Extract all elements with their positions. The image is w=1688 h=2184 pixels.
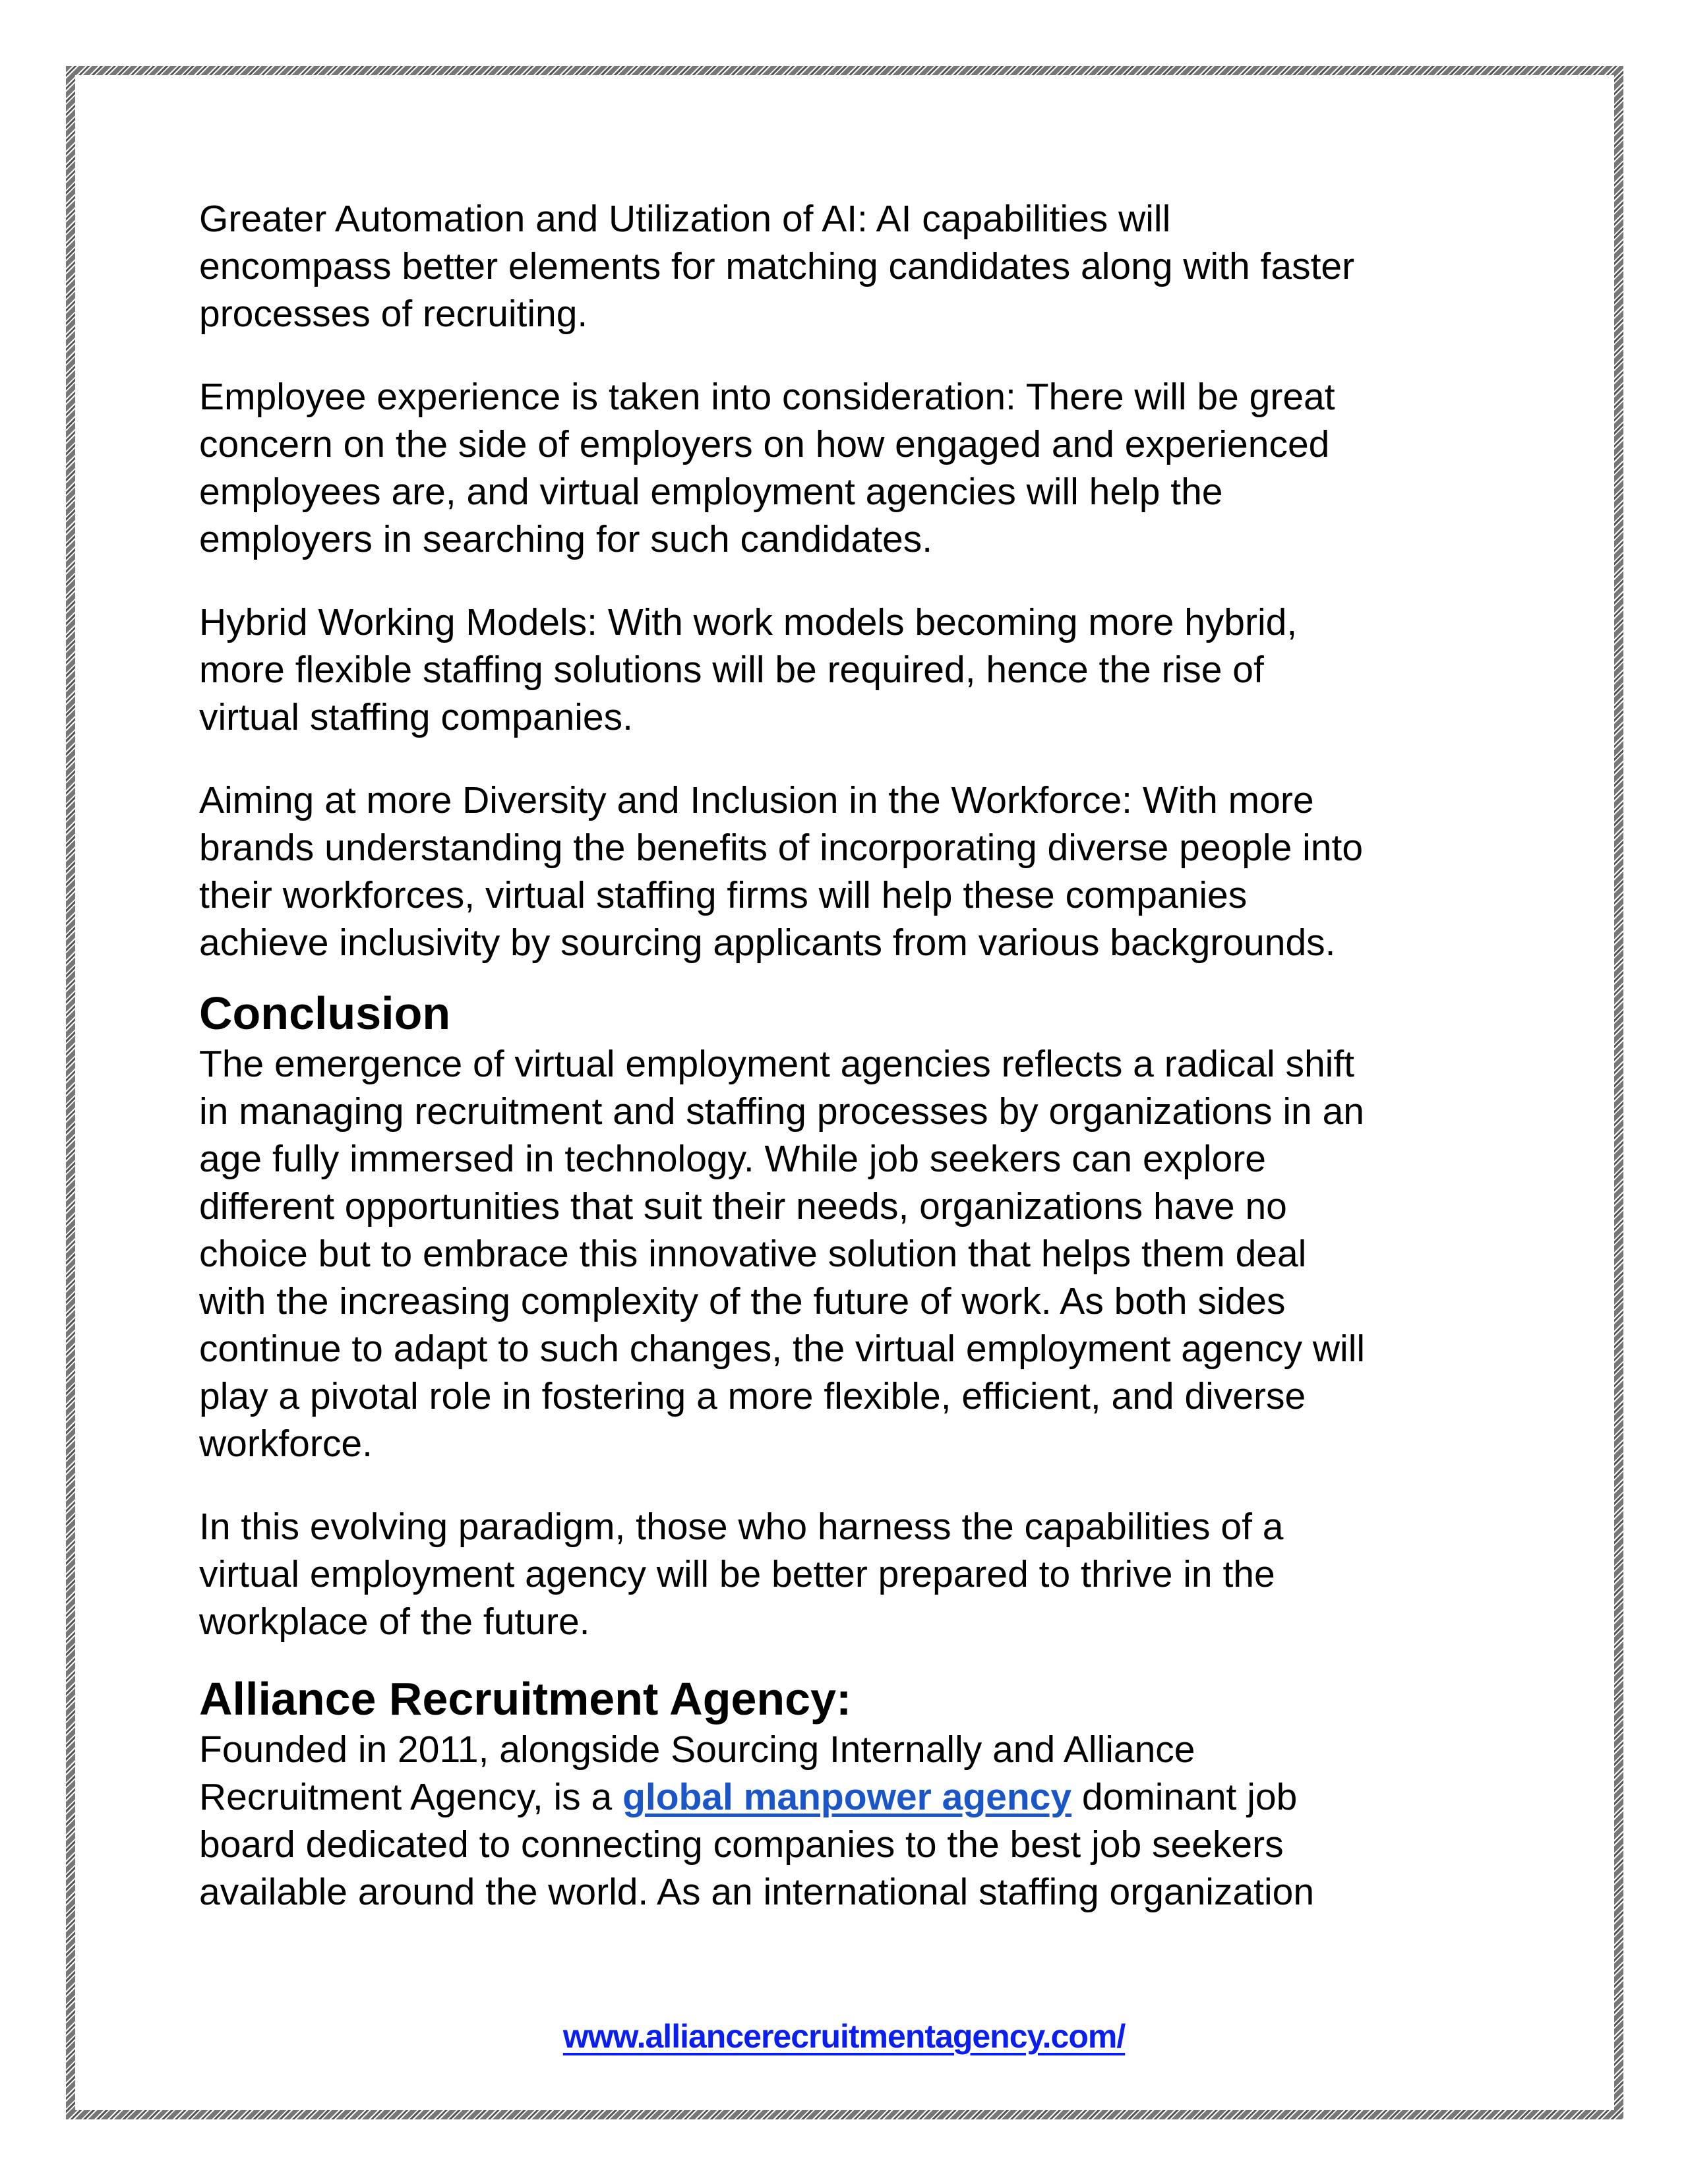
text-line: Aiming at more Diversity and Inclusion in the Workforce: With more (199, 779, 1314, 821)
paragraph-conclusion-1 (199, 1040, 1492, 1467)
text-line: brands understanding the benefits of incorporating diverse people into (199, 827, 1364, 869)
text-line: Hybrid Working Models: With work models becoming more hybrid, (199, 601, 1298, 643)
text-line: The emergence of virtual employment agencies reflects a radical shift (199, 1043, 1354, 1085)
paragraph-ai-automation (199, 195, 1492, 338)
text-line: continue to adapt to such changes, the virtual employment agency will (199, 1328, 1366, 1370)
paragraph-employee-experience (199, 373, 1492, 563)
text-segment: dominant job (1071, 1776, 1298, 1818)
document-body (199, 195, 1492, 1951)
text-line: In this evolving paradigm, those who harness the capabilities of a (199, 1506, 1284, 1548)
text-segment: Recruitment Agency, is a (199, 1776, 623, 1818)
paragraph-agency-description (199, 1726, 1492, 1916)
text-line: employees are, and virtual employment agencies will help the (199, 471, 1223, 513)
text-line: employers in searching for such candidates. (199, 518, 933, 560)
text-line: virtual employment agency will be better prepared to thrive in the (199, 1553, 1275, 1595)
global-manpower-agency-link[interactable]: global manpower agency (622, 1776, 1072, 1818)
text-line: Founded in 2011, alongside Sourcing Internally and Alliance (199, 1728, 1195, 1771)
paragraph-hybrid-working (199, 599, 1492, 741)
text-line: play a pivotal role in fostering a more flexible, efficient, and diverse (199, 1375, 1306, 1417)
text-line: board dedicated to connecting companies to the best job seekers (199, 1823, 1284, 1866)
text-line: workplace of the future. (199, 1601, 590, 1643)
text-line: in managing recruitment and staffing processes by organizations in an (199, 1090, 1364, 1133)
text-line: virtual staffing companies. (199, 696, 633, 738)
text-line: concern on the side of employers on how engaged and experienced (199, 423, 1330, 465)
text-line: available around the world. As an international staffing organization (199, 1871, 1315, 1913)
text-line: Greater Automation and Utilization of AI: AI capabilities will (199, 198, 1171, 240)
text-line: with the increasing complexity of the future of work. As both sides (199, 1280, 1286, 1322)
text-line: their workforces, virtual staffing firms will help these companies (199, 874, 1248, 916)
text-line: age fully immersed in technology. While job seekers can explore (199, 1138, 1266, 1180)
text-line: encompass better elements for matching candidates along with faster (199, 245, 1355, 287)
footer-website-link[interactable] (0, 2017, 1688, 2055)
text-line: Employee experience is taken into consideration: There will be great (199, 376, 1335, 418)
text-line-with-link (199, 1773, 1492, 1821)
footer-url-text: www.alliancerecruitmentagency.com/ (562, 2018, 1126, 2055)
heading-conclusion: Conclusion (199, 988, 451, 1039)
paragraph-diversity-inclusion (199, 777, 1492, 966)
text-line: choice but to embrace this innovative solution that helps them deal (199, 1233, 1307, 1275)
text-line: processes of recruiting. (199, 293, 588, 335)
text-line: workforce. (199, 1423, 373, 1465)
paragraph-conclusion-2 (199, 1503, 1492, 1645)
text-line: achieve inclusivity by sourcing applicants from various backgrounds. (199, 922, 1336, 964)
heading-alliance-recruitment-agency: Alliance Recruitment Agency: (199, 1673, 852, 1725)
text-line: different opportunities that suit their needs, organizations have no (199, 1185, 1287, 1227)
text-line: more flexible staffing solutions will be required, hence the rise of (199, 649, 1264, 691)
